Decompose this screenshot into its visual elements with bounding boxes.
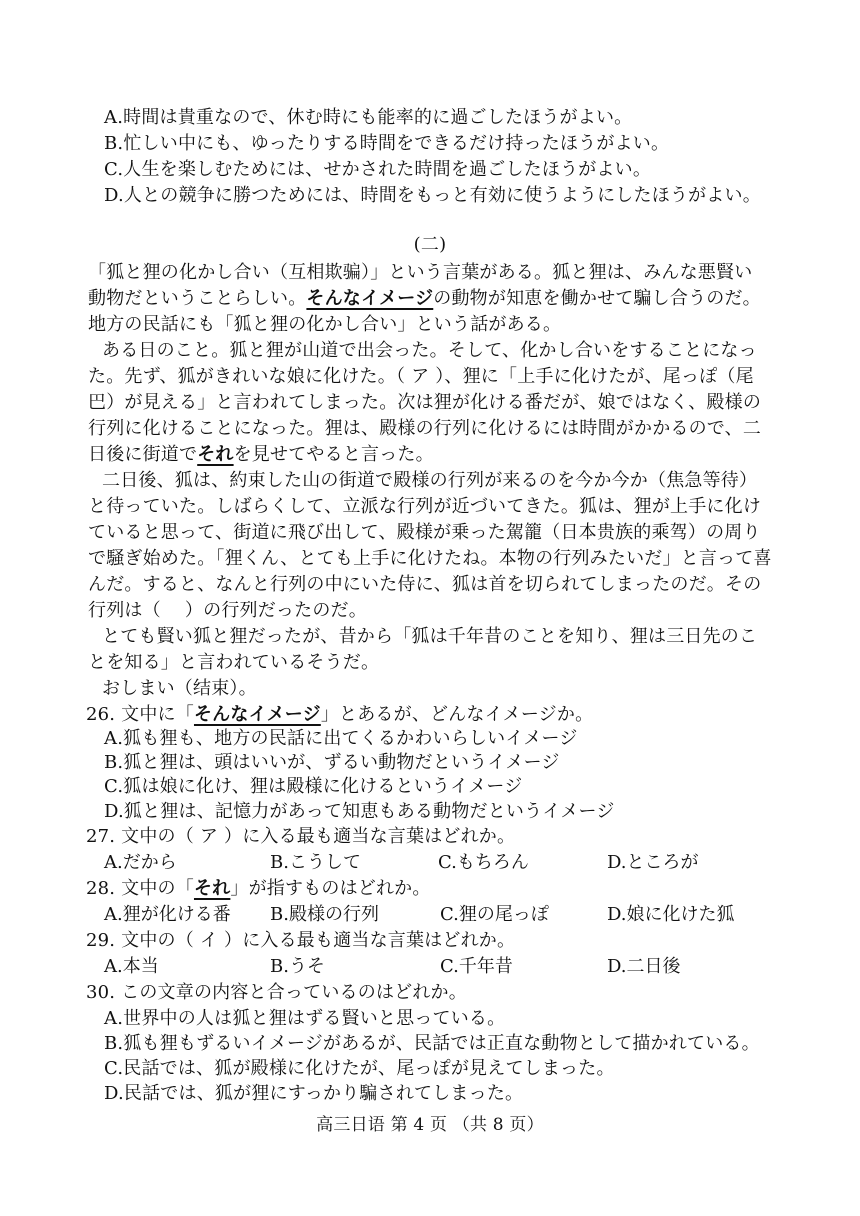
question-stem: この文章の内容と合っているのはどれか。 xyxy=(121,982,467,1003)
question-30 xyxy=(86,980,467,1006)
passage-line: 地方の民話にも「狐と狸の化かし合い」という話がある。 xyxy=(88,314,562,335)
option-29-b: B.うそ xyxy=(270,956,325,977)
page-footer: 高三日语 第 4 页 （共 8 页） xyxy=(316,1115,544,1135)
underlined-word: それ xyxy=(197,444,234,465)
question-number: 26. xyxy=(86,704,116,725)
option-29-d: D.二日後 xyxy=(607,956,681,977)
question-27 xyxy=(86,824,515,850)
passage-line: 二日後、狐は、約束した山の街道で殿様の行列が来るのを今か今か（焦急等待） xyxy=(102,470,758,491)
option-30-c: C.民話では、狐が殿様に化けたが、尾っぽが見えてしまった。 xyxy=(104,1058,615,1079)
prev-option-b: B.忙しい中にも、ゆったりする時間をできるだけ持ったほうがよい。 xyxy=(104,133,670,154)
stem-text: 」とあるが、どんなイメージか。 xyxy=(320,704,594,725)
underlined-phrase: そんなイメージ xyxy=(306,288,434,309)
option-26-a: A.狐も狸も、地方の民話に出てくるかわいらしいイメージ xyxy=(104,728,578,749)
prev-option-d: D.人との競争に勝つためには、時間をもっと有効に使うようにしたほうがよい。 xyxy=(104,185,761,206)
passage-line: と待っていた。しばらくして、立派な行列が近づいてきた。狐は、狸が上手に化け xyxy=(88,496,762,517)
question-28 xyxy=(86,876,431,902)
passage-line: で騒ぎ始めた。「狸くん、とても上手に化けたね。本物の行列みたいだ」と言って喜 xyxy=(88,548,772,569)
passage-text: 動物だということらしい。 xyxy=(88,288,307,309)
prev-option-a: A.時間は貴重なので、休む時にも能率的に過ごしたほうがよい。 xyxy=(104,107,633,128)
stem-text: 文中の「 xyxy=(121,878,194,899)
stem-text: 」が指すものはどれか。 xyxy=(230,878,431,899)
passage-line: 「狐と狸の化かし合い（互相欺骗）」という言葉がある。狐と狸は、みんな悪賢い xyxy=(88,262,753,283)
passage-line: 行列は（ ）の行列だったのだ。 xyxy=(88,600,367,621)
underlined-word: それ xyxy=(193,878,231,899)
option-29-c: C.千年昔 xyxy=(440,956,513,977)
passage-line: とても賢い狐と狸だったが、昔から「狐は千年昔のことを知り、狸は三日先のこ xyxy=(102,626,758,647)
option-28-c: C.狸の尾っぽ xyxy=(440,904,549,925)
section-title: (二) xyxy=(413,234,447,255)
question-stem: 文中の（ イ ）に入る最も適当な言葉はどれか。 xyxy=(121,930,516,951)
option-28-d: D.娘に化けた狐 xyxy=(607,904,735,925)
option-27-c: C.もちろん xyxy=(438,852,529,873)
option-30-a: A.世界中の人は狐と狸はずる賢いと思っている。 xyxy=(104,1008,506,1029)
option-26-b: B.狐と狸は、頭はいいが、ずるい動物だというイメージ xyxy=(104,752,560,773)
passage-text: の動物が知恵を働かせて騙し合うのだ。 xyxy=(433,288,761,309)
question-number: 30. xyxy=(86,982,116,1003)
option-30-b: B.狐も狸もずるいイメージがあるが、民話では正直な動物として描かれている。 xyxy=(104,1033,760,1054)
question-stem: 文中の（ ア ）に入る最も適当な言葉はどれか。 xyxy=(121,826,516,847)
stem-text: 文中に「 xyxy=(121,704,194,725)
passage-text: を見せてやると言った。 xyxy=(233,444,434,465)
passage-line: ていると思って、街道に飛び出して、殿様が乗った駕籠（日本贵族的乘驾）の周り xyxy=(88,522,761,543)
option-27-d: D.ところが xyxy=(607,852,699,873)
question-number: 28. xyxy=(86,878,116,899)
question-stem xyxy=(121,878,430,899)
passage-line: た。先ず、狐がきれいな娘に化けた。（ ア ）、狸に「上手に化けたが、尾っぽ（尾 xyxy=(88,366,754,387)
question-number: 27. xyxy=(86,826,116,847)
passage-line: ある日のこと。狐と狸が山道で出会った。そして、化かし合いをすることになっ xyxy=(102,340,757,361)
passage-line: 巴）が見える」と言われてしまった。次は狸が化ける番だが、娘ではなく、殿様の xyxy=(88,392,762,413)
underlined-phrase: そんなイメージ xyxy=(193,704,321,725)
prev-option-c: C.人生を楽しむためには、せかされた時間を過ごしたほうがよい。 xyxy=(104,159,652,180)
passage-text: 日後に街道で xyxy=(88,444,198,465)
option-26-c: C.狐は娘に化け、狸は殿様に化けるというイメージ xyxy=(104,776,523,797)
passage-line: とを知る」と言われているそうだ。 xyxy=(88,652,380,673)
passage-line: 行列に化けることになった。狸は、殿様の行列に化けるには時間がかかるので、二 xyxy=(88,418,762,439)
passage-line xyxy=(88,442,434,468)
question-stem xyxy=(121,704,593,725)
option-28-b: B.殿様の行列 xyxy=(270,904,379,925)
option-29-a: A.本当 xyxy=(104,956,159,977)
option-28-a: A.狸が化ける番 xyxy=(104,904,231,925)
passage-line: おしまい（结束）。 xyxy=(102,678,257,699)
option-27-b: B.こうして xyxy=(270,852,361,873)
question-26 xyxy=(86,702,593,728)
passage-line: んだ。すると、なんと行列の中にいた侍に、狐は首を切られてしまったのだ。その xyxy=(88,574,762,595)
passage-line xyxy=(88,286,761,312)
option-26-d: D.狐と狸は、記憶力があって知恵もある動物だというイメージ xyxy=(104,801,615,822)
question-number: 29. xyxy=(86,930,116,951)
option-30-d: D.民話では、狐が狸にすっかり騙されてしまった。 xyxy=(104,1083,524,1104)
question-29 xyxy=(86,928,515,954)
option-27-a: A.だから xyxy=(104,852,177,873)
